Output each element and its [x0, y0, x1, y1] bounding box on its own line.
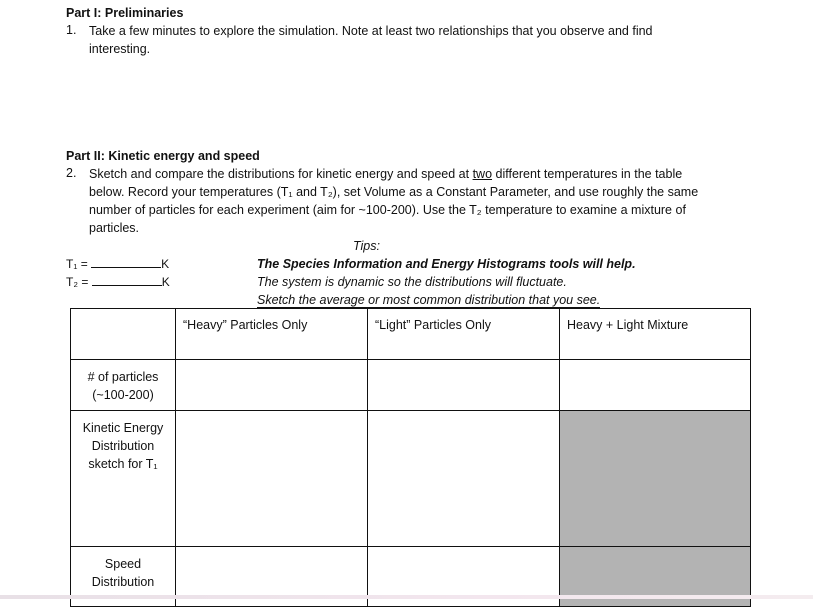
tips-line1-text: The Species Information and Energy Histograms tools will help. — [257, 257, 636, 271]
item-number-1: 1. — [66, 23, 77, 37]
item-number-2: 2. — [66, 166, 77, 180]
row-label-line: Distribution — [91, 439, 155, 453]
header-mixture: Heavy + Light Mixture — [567, 318, 689, 332]
row-label-particles — [71, 360, 176, 411]
t1-unit: K — [161, 257, 170, 271]
t1-row — [66, 257, 169, 271]
row-label-line: # of particles — [87, 370, 159, 384]
t2-label: T₂ = — [66, 275, 89, 289]
row-label-line: Speed — [104, 557, 142, 571]
item1-text — [89, 22, 653, 58]
header-heavy: “Heavy” Particles Only — [183, 318, 308, 332]
item2-line2: below. Record your temperatures (T₁ and T₂), set Volume as a Constant Parameter, and use roughly the same — [89, 185, 699, 199]
part1-heading: Part I: Preliminaries — [66, 6, 184, 20]
light-ke-sketch-cell[interactable] — [368, 411, 560, 547]
item2-line1-post: different temperatures in the table — [492, 167, 683, 181]
heavy-particles-cell[interactable] — [176, 360, 368, 411]
tips-line1 — [257, 257, 636, 271]
tips-line2: The system is dynamic so the distributions will fluctuate. — [257, 275, 567, 289]
page-bottom-edge — [0, 595, 813, 599]
row-label-kinetic-energy — [71, 411, 176, 547]
part2-heading: Part II: Kinetic energy and speed — [66, 149, 260, 163]
t1-blank[interactable] — [91, 257, 161, 268]
table-header-cell — [560, 309, 751, 360]
row-label-line: Distribution — [91, 575, 155, 589]
item2-text — [89, 165, 749, 237]
mixture-ke-shaded-cell — [560, 411, 751, 547]
item2-line1-underlined: two — [472, 167, 493, 181]
header-light: “Light” Particles Only — [375, 318, 492, 332]
table-row — [71, 411, 751, 547]
t2-blank[interactable] — [92, 275, 162, 286]
table-header-cell — [368, 309, 560, 360]
table-header-cell — [71, 309, 176, 360]
row-label-line: Kinetic Energy — [82, 421, 164, 435]
t2-unit: K — [161, 275, 170, 289]
item2-line1-pre: Sketch and compare the distributions for kinetic energy and speed at — [89, 167, 473, 181]
row-label-line: sketch for T₁ — [88, 457, 158, 471]
mixture-particles-cell[interactable] — [560, 360, 751, 411]
item1-line2: interesting. — [89, 42, 151, 56]
t1-label: T₁ = — [66, 257, 88, 271]
tips-line3: Sketch the average or most common distribution that you see. — [257, 293, 601, 307]
item2-line1 — [89, 165, 749, 183]
row-label-line: (~100-200) — [92, 388, 154, 402]
item1-line1: Take a few minutes to explore the simulation. Note at least two relationships that you observe and find — [89, 24, 653, 38]
t2-row — [66, 275, 170, 289]
light-particles-cell[interactable] — [368, 360, 560, 411]
item2-line4: particles. — [89, 221, 140, 235]
item2-line3: number of particles for each experiment (aim for ~100-200). Use the T₂ temperature to examine a mixture of — [89, 203, 686, 217]
heavy-ke-sketch-cell[interactable] — [176, 411, 368, 547]
distribution-table — [70, 308, 751, 607]
table-row — [71, 360, 751, 411]
table-header-cell — [176, 309, 368, 360]
tips-title: Tips: — [353, 239, 380, 253]
